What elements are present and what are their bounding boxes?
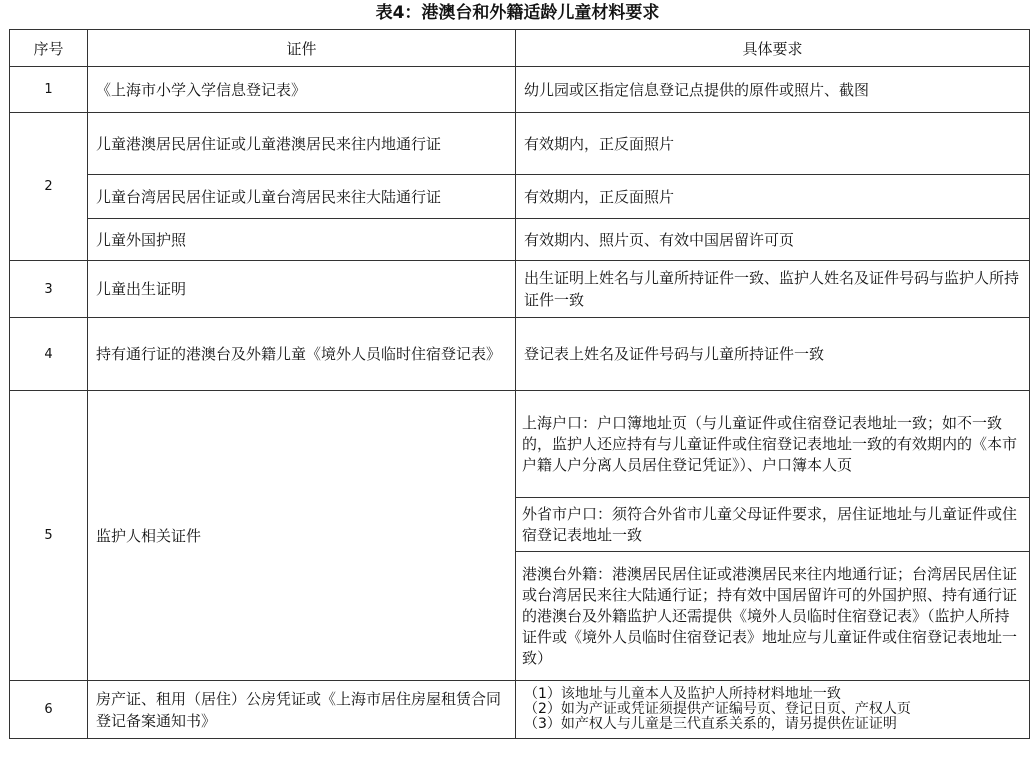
row-doc: 《上海市小学入学信息登记表》 (88, 67, 516, 113)
row-doc: 儿童出生证明 (88, 261, 516, 318)
row-doc: 监护人相关证件 (88, 391, 516, 681)
row-req: 上海户口：户口簿地址页（与儿童证件或住宿登记表地址一致；如不一致的，监护人还应持有与儿童证件或住宿登记表地址一致的有效期内的《本市户籍人户分离人员居住登记凭证》）、户口簿本人页 (516, 391, 1030, 498)
row-doc: 房产证、租用（居住）公房凭证或《上海市居住房屋租赁合同登记备案通知书》 (88, 681, 516, 739)
table-row (10, 67, 1030, 113)
row-req (516, 681, 1030, 739)
req-line: （2）如为产证或凭证须提供产证编号页、登记日页、产权人页 (524, 701, 911, 717)
row-req: 外省市户口：须符合外省市儿童父母证件要求，居住证地址与儿童证件或住宿登记表地址一致 (516, 498, 1030, 552)
req-line: （1）该地址与儿童本人及监护人所持材料地址一致 (524, 686, 841, 702)
row-num: 6 (10, 681, 88, 739)
row-req: 有效期内、照片页、有效中国居留许可页 (516, 219, 1030, 261)
row-num: 2 (10, 113, 88, 261)
row-num: 4 (10, 318, 88, 391)
header-doc: 证件 (88, 30, 516, 67)
row-req: 出生证明上姓名与儿童所持证件一致、监护人姓名及证件号码与监护人所持证件一致 (516, 261, 1030, 318)
header-req: 具体要求 (516, 30, 1030, 67)
materials-table (9, 29, 1030, 739)
table-row (10, 261, 1030, 318)
table-row (10, 219, 1030, 261)
row-num: 1 (10, 67, 88, 113)
row-req: 幼儿园或区指定信息登记点提供的原件或照片、截图 (516, 67, 1030, 113)
table-row (10, 113, 1030, 175)
table-row (10, 318, 1030, 391)
row-num: 3 (10, 261, 88, 318)
table-title: 表4：港澳台和外籍适龄儿童材料要求 (375, 3, 660, 23)
row-doc: 持有通行证的港澳台及外籍儿童《境外人员临时住宿登记表》 (88, 318, 516, 391)
row-num: 5 (10, 391, 88, 681)
row-req: 登记表上姓名及证件号码与儿童所持证件一致 (516, 318, 1030, 391)
table-row (10, 681, 1030, 739)
row-req: 港澳台外籍：港澳居民居住证或港澳居民来往内地通行证；台湾居民居住证或台湾居民来往大陆通行证；持有效中国居留许可的外国护照、持有通行证的港澳台及外籍监护人还需提供《境外人员临时住宿登记表》（监护人所持证件或《境外人员临时住宿登记表》地址应与儿童证件或住宿登记表地址一致） (516, 552, 1030, 681)
row-doc: 儿童外国护照 (88, 219, 516, 261)
header-row (10, 30, 1030, 67)
row-req: 有效期内，正反面照片 (516, 113, 1030, 175)
header-num: 序号 (10, 30, 88, 67)
table-row (10, 391, 1030, 498)
table-row (10, 175, 1030, 219)
row-req: 有效期内，正反面照片 (516, 175, 1030, 219)
req-line: （3）如产权人与儿童是三代直系关系的，请另提供佐证证明 (524, 716, 897, 732)
row-doc: 儿童港澳居民居住证或儿童港澳居民来往内地通行证 (88, 113, 516, 175)
row-doc: 儿童台湾居民居住证或儿童台湾居民来往大陆通行证 (88, 175, 516, 219)
